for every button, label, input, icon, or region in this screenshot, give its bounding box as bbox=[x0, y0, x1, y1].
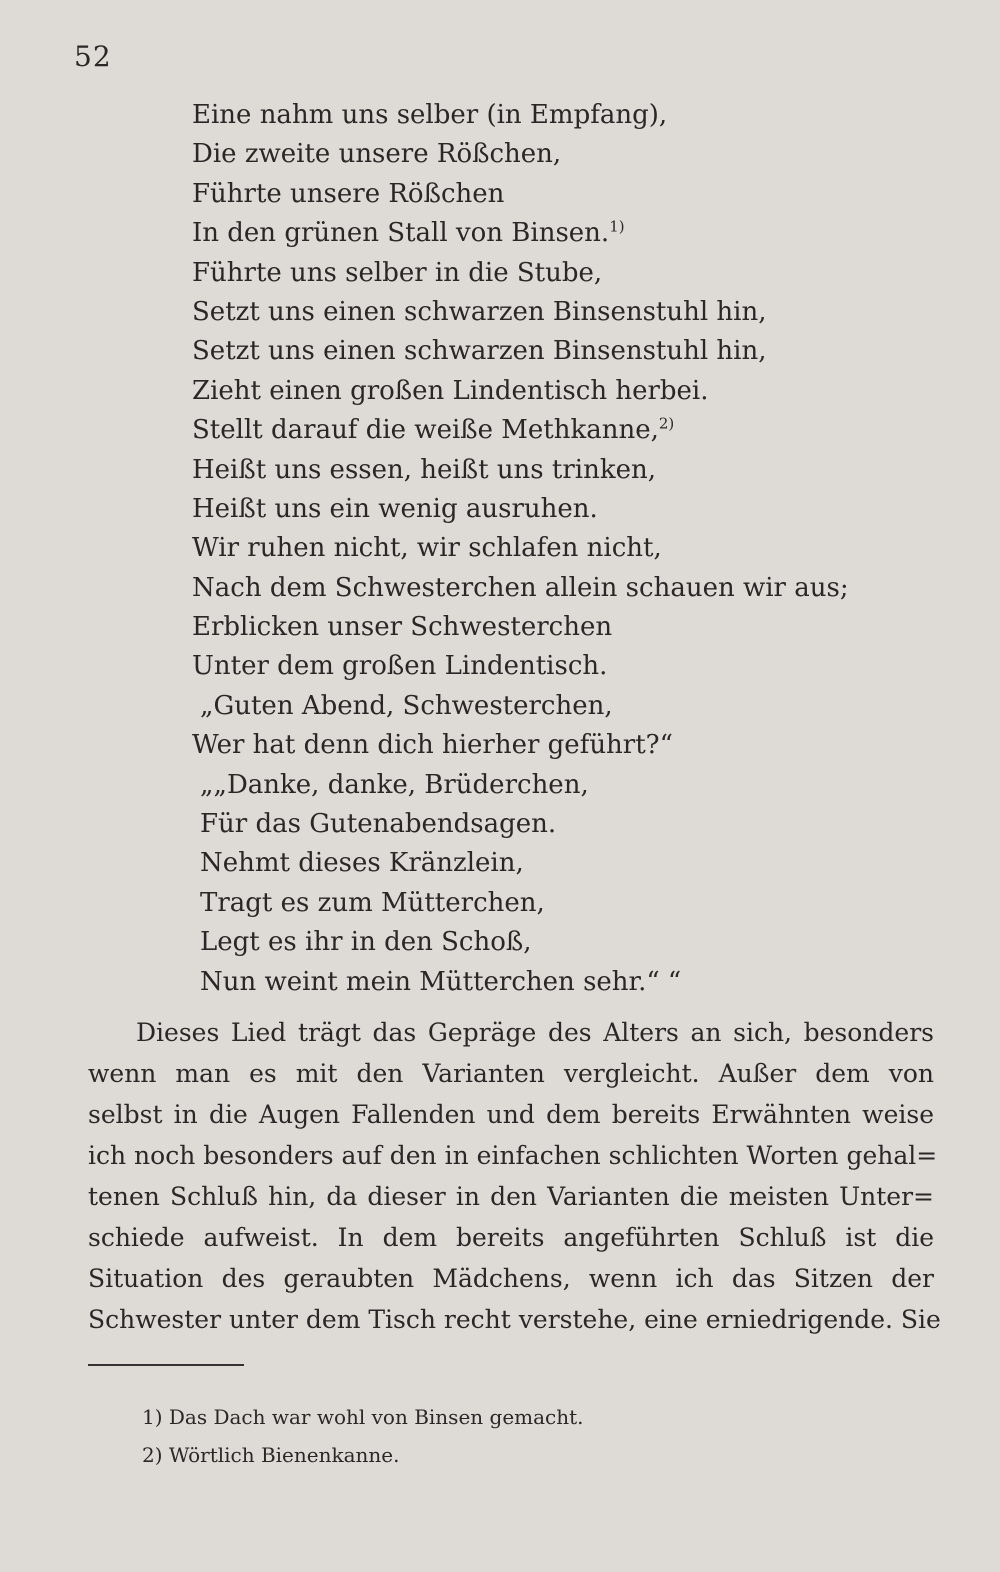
prose-line: tenen Schluß hin, da dieser in den Varianten die meisten Unter= bbox=[88, 1182, 934, 1211]
footnote-text: Das Dach war wohl von Binsen gemacht. bbox=[168, 1405, 584, 1429]
prose-line: ich noch besonders auf den in einfachen schlichten Worten gehal= bbox=[88, 1141, 938, 1170]
prose-line: wenn man es mit den Varianten vergleicht. Außer dem von bbox=[88, 1059, 934, 1088]
poem-line: Setzt uns einen schwarzen Binsenstuhl hin, bbox=[192, 296, 767, 327]
footnotes bbox=[142, 1398, 902, 1474]
footnote bbox=[142, 1436, 902, 1474]
footnote-divider bbox=[88, 1364, 244, 1366]
poem bbox=[192, 96, 892, 1002]
poem-line: Für das Gutenabendsagen. bbox=[200, 809, 557, 840]
prose-line: Dieses Lied trägt das Gepräge des Alters an sich, besonders bbox=[136, 1018, 934, 1047]
footnote-text: Wörtlich Bienenkanne. bbox=[168, 1443, 400, 1467]
poem-line: Wir ruhen nicht, wir schlafen nicht, bbox=[192, 533, 662, 564]
footnote-ref: 2) bbox=[658, 414, 675, 433]
poem-line: Heißt uns essen, heißt uns trinken, bbox=[192, 454, 657, 485]
poem-line: Wer hat denn dich hierher geführt?“ bbox=[192, 730, 673, 761]
prose-line: Situation des geraubten Mädchens, wenn ich das Sitzen der bbox=[88, 1264, 934, 1293]
poem-line: „„Danke, danke, Brüderchen, bbox=[200, 769, 589, 800]
footnote-marker: 2) bbox=[142, 1443, 163, 1467]
footnote bbox=[142, 1398, 902, 1436]
poem-line: Erblicken unser Schwesterchen bbox=[192, 612, 613, 643]
prose-paragraph bbox=[88, 1012, 941, 1340]
footnote-ref: 1) bbox=[609, 217, 625, 236]
poem-line: Zieht einen großen Lindentisch herbei. bbox=[192, 375, 709, 406]
prose-line: selbst in die Augen Fallenden und dem bereits Erwähnten weise bbox=[88, 1100, 934, 1129]
poem-line: Heißt uns ein wenig ausruhen. bbox=[192, 493, 598, 524]
poem-line: „Guten Abend, Schwesterchen, bbox=[200, 690, 613, 721]
poem-line: Nach dem Schwesterchen allein schauen wir aus; bbox=[192, 572, 849, 603]
poem-line: Setzt uns einen schwarzen Binsenstuhl hin, bbox=[192, 336, 767, 367]
poem-line: Führte unsere Rößchen bbox=[192, 178, 505, 209]
prose-line: Schwester unter dem Tisch recht verstehe, eine erniedrigende. Sie bbox=[88, 1305, 941, 1334]
poem-line: Stellt darauf die weiße Methkanne,$^{2)}$ bbox=[192, 414, 675, 446]
poem-line: Nun weint mein Mütterchen sehr.“ “ bbox=[200, 966, 682, 997]
poem-line: Führte uns selber in die Stube, bbox=[192, 257, 603, 288]
page-number: 52 bbox=[74, 40, 112, 73]
poem-line: Tragt es zum Mütterchen, bbox=[200, 887, 545, 918]
poem-line: Eine nahm uns selber (in Empfang), bbox=[192, 100, 668, 130]
poem-line: Nehmt dieses Kränzlein, bbox=[200, 848, 524, 879]
poem-line: Die zweite unsere Rößchen, bbox=[192, 139, 562, 170]
footnote-marker: 1) bbox=[142, 1405, 163, 1429]
poem-line: Unter dem großen Lindentisch. bbox=[192, 651, 608, 682]
poem-line: Legt es ihr in den Schoß, bbox=[200, 927, 532, 958]
prose-line: schiede aufweist. In dem bereits angeführten Schluß ist die bbox=[88, 1223, 934, 1252]
poem-line: In den grünen Stall von Binsen.$^{1)}$ bbox=[192, 217, 625, 249]
